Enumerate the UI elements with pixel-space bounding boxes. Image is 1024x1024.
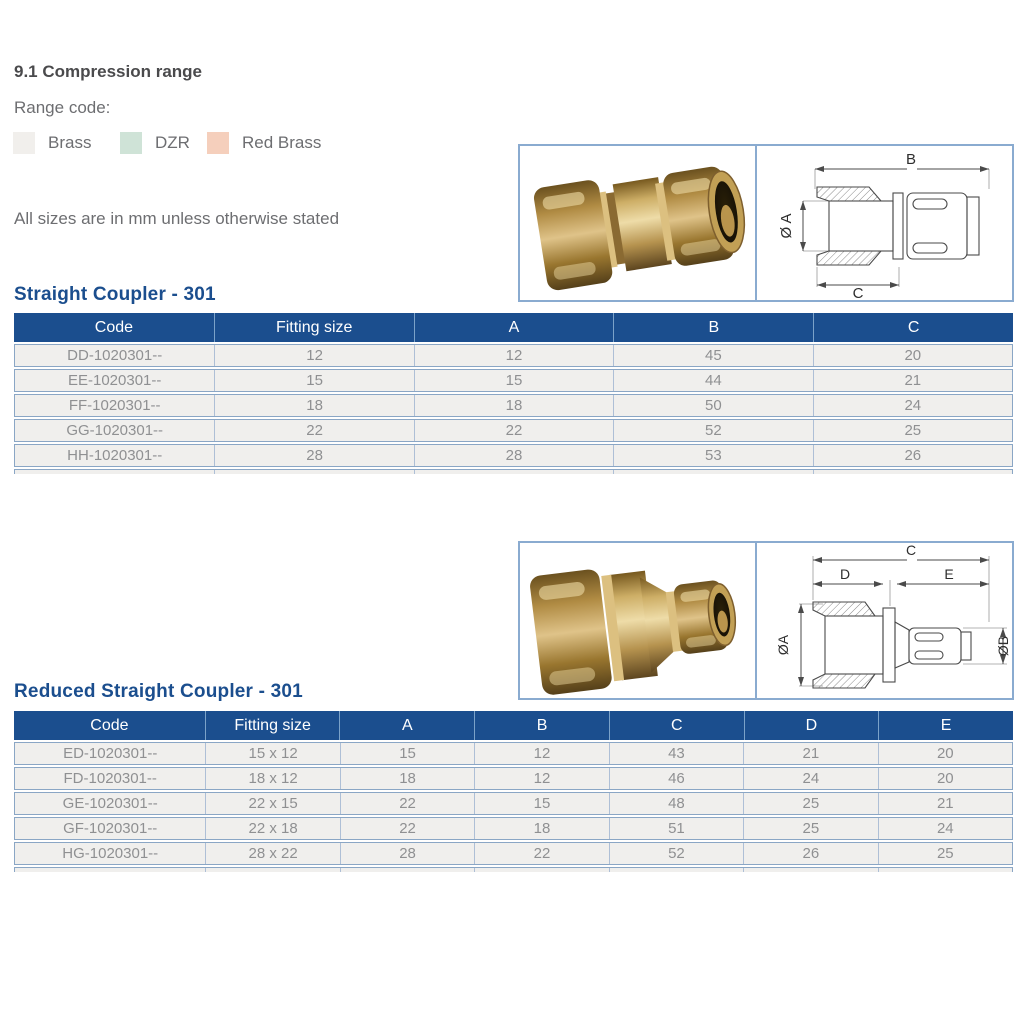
column-header: B (613, 313, 813, 342)
brass-swatch (13, 132, 35, 154)
table-cell: 18 (474, 818, 608, 839)
table-cell (340, 868, 474, 872)
table-cell (15, 470, 214, 474)
table-cell: 46 (609, 768, 743, 789)
table-cell: 51 (609, 818, 743, 839)
table-row-cutoff (14, 469, 1013, 474)
table-cell: 28 (214, 445, 413, 466)
table-cell: 18 x 12 (205, 768, 339, 789)
column-header: Code (94, 319, 134, 336)
figure-group-straight-coupler (518, 144, 1014, 302)
table-cell: 21 (813, 370, 1012, 391)
product-photo-reduced-coupler (520, 543, 757, 698)
table-row (14, 817, 1013, 840)
table-cell: 22 (474, 843, 608, 864)
reduced-coupler-table (14, 711, 1013, 872)
table-cell: 22 (340, 793, 474, 814)
table-cell: GG-1020301-- (66, 422, 164, 439)
column-header: D (744, 711, 879, 740)
dim-label-C: C (852, 285, 864, 299)
table-cell: 15 (474, 793, 608, 814)
table-cell: 12 (214, 345, 413, 366)
table-cell: 28 (414, 445, 613, 466)
dim-label-diameter-E: E (944, 566, 954, 582)
column-header: A (414, 313, 614, 342)
table-cell: 48 (609, 793, 743, 814)
table-cell: 20 (878, 768, 1012, 789)
table-cell: FF-1020301-- (68, 397, 161, 414)
table-cell: 20 (878, 743, 1012, 764)
column-header: C (813, 313, 1013, 342)
table-cell: 28 x 22 (205, 843, 339, 864)
table-cell: 25 (743, 818, 877, 839)
table-cell (813, 470, 1012, 474)
table-cell: 44 (613, 370, 812, 391)
dim-label-diameter-B: ØB (995, 635, 1011, 657)
product-photo-straight-coupler (520, 146, 757, 300)
table-cell (214, 470, 413, 474)
brass-reduced-coupler-image (521, 544, 754, 697)
table-cell: 21 (878, 793, 1012, 814)
table-cell: 26 (813, 445, 1012, 466)
range-code-label: Range code: (14, 98, 111, 117)
table-cell: EE-1020301-- (67, 372, 162, 389)
column-header: Code (90, 717, 129, 734)
table-row (14, 444, 1013, 467)
legend-label: Red Brass (242, 133, 322, 152)
column-header: B (474, 711, 609, 740)
table-cell: 50 (613, 395, 812, 416)
dim-label-diameter-A: Ø A (778, 213, 795, 239)
table-cell: GE-1020301-- (62, 795, 158, 812)
table-cell (15, 868, 205, 872)
table-row (14, 419, 1013, 442)
table-row (14, 344, 1013, 367)
table-cell: 52 (613, 420, 812, 441)
table-cell: 22 (340, 818, 474, 839)
column-header: C (609, 711, 744, 740)
table-row (14, 842, 1013, 865)
table-cell: 52 (609, 843, 743, 864)
table-row-cutoff (14, 867, 1013, 872)
table-cell: 12 (414, 345, 613, 366)
table-cell: DD-1020301-- (67, 347, 163, 364)
table-cell: 24 (743, 768, 877, 789)
table-cell: 53 (613, 445, 812, 466)
table-row (14, 742, 1013, 765)
table-cell: 18 (340, 768, 474, 789)
table-cell: 12 (474, 743, 608, 764)
table-cell: HH-1020301-- (67, 447, 163, 464)
table-cell (878, 868, 1012, 872)
table-cell: ED-1020301-- (63, 745, 158, 762)
table-cell: 22 (214, 420, 413, 441)
section-title-reduced-coupler: Reduced Straight Coupler - 301 (14, 681, 303, 702)
table-row (14, 394, 1013, 417)
table-cell: 22 x 18 (205, 818, 339, 839)
figure-group-reduced-coupler (518, 541, 1014, 700)
technical-drawing-reduced-coupler (757, 543, 1014, 698)
table-header-row (14, 313, 1013, 342)
table-cell (205, 868, 339, 872)
table-cell: 45 (613, 345, 812, 366)
table-cell: 26 (743, 843, 877, 864)
brass-coupler-image (521, 147, 754, 299)
table-cell: HG-1020301-- (62, 845, 159, 862)
table-cell (414, 470, 613, 474)
table-cell: 25 (743, 793, 877, 814)
table-row (14, 792, 1013, 815)
page-title: 9.1 Compression range (14, 62, 203, 81)
legend-item-dzr (120, 132, 190, 154)
table-cell (474, 868, 608, 872)
table-header-row (14, 711, 1013, 740)
dim-label-B: B (905, 151, 917, 168)
table-cell: 15 (414, 370, 613, 391)
table-cell (613, 470, 812, 474)
table-cell: 18 (214, 395, 413, 416)
red-brass-swatch (207, 132, 229, 154)
units-note: All sizes are in mm unless otherwise stated (14, 209, 340, 228)
column-header: E (878, 711, 1013, 740)
table-cell: FD-1020301-- (63, 770, 157, 787)
table-cell: 25 (813, 420, 1012, 441)
table-cell: 24 (813, 395, 1012, 416)
table-cell: 18 (414, 395, 613, 416)
table-cell: GF-1020301-- (63, 820, 158, 837)
table-row (14, 767, 1013, 790)
column-header: Fitting size (205, 711, 340, 740)
table-cell: 25 (878, 843, 1012, 864)
table-cell: 12 (474, 768, 608, 789)
table-cell (609, 868, 743, 872)
table-cell (743, 868, 877, 872)
dim-label-C: C (905, 544, 917, 558)
table-cell: 43 (609, 743, 743, 764)
table-cell: 22 x 15 (205, 793, 339, 814)
straight-coupler-table (14, 313, 1013, 474)
section-title-straight-coupler: Straight Coupler - 301 (14, 284, 216, 305)
table-cell: 15 (340, 743, 474, 764)
legend-item-red-brass (207, 132, 321, 154)
table-cell: 15 x 12 (205, 743, 339, 764)
table-cell: 24 (878, 818, 1012, 839)
column-header: A (339, 711, 474, 740)
dim-label-D: D (839, 566, 851, 582)
table-cell: 22 (414, 420, 613, 441)
legend-label: DZR (155, 133, 190, 152)
technical-drawing-straight-coupler (757, 146, 1014, 300)
column-header: Fitting size (214, 313, 414, 342)
dim-label-diameter-A: ØA (775, 634, 791, 656)
table-cell: 28 (340, 843, 474, 864)
dimension-drawing (757, 544, 1014, 697)
table-cell: 15 (214, 370, 413, 391)
table-row (14, 369, 1013, 392)
table-cell: 21 (743, 743, 877, 764)
table-cell: 20 (813, 345, 1012, 366)
legend-item-brass (13, 132, 91, 154)
dimension-drawing (757, 147, 1014, 299)
legend-label: Brass (48, 133, 92, 152)
dzr-swatch (120, 132, 142, 154)
